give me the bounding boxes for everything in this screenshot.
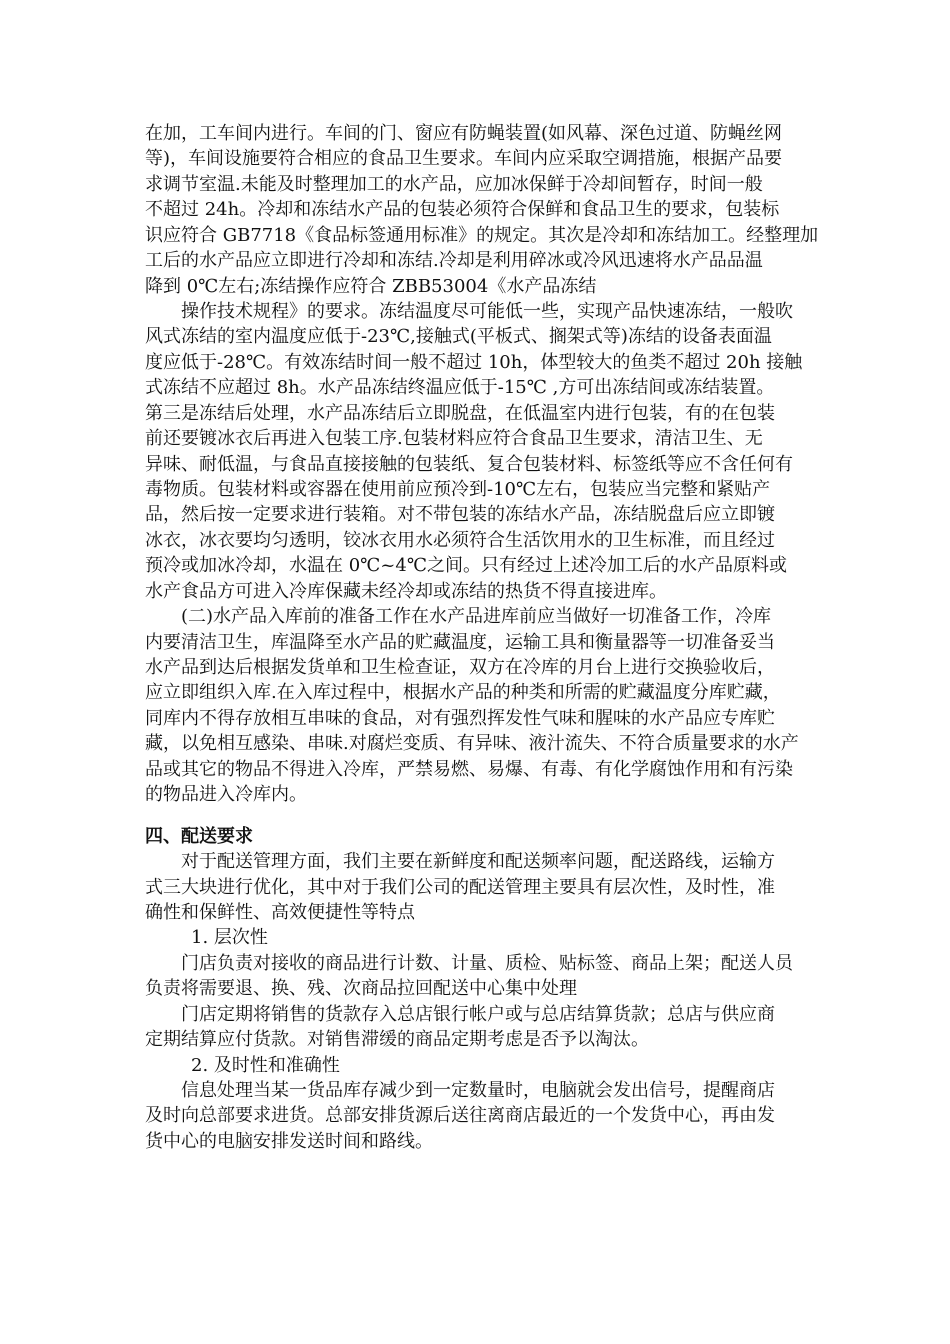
text-line: 的物品进入冷库内。 [145,784,307,805]
text-line: 在加，工车间内进行。车间的门、窗应有防蝇装置(如风幕、深色过道、防蝇丝网 [145,123,783,144]
text-line: 式冻结不应超过 8h。水产品冻结终温应低于-15℃ ,方可出冻结间或冻结装置。 [145,377,775,398]
text-line: 门店定期将销售的货款存入总店银行帐户或与总店结算货款；总店与供应商 [181,1004,775,1025]
text-line: 货中心的电脑安排发送时间和路线。 [145,1131,433,1152]
list-item-heading: 2. 及时性和准确性 [191,1055,340,1076]
text-line: 对于配送管理方面，我们主要在新鲜度和配送频率问题，配送路线，运输方 [181,851,775,872]
text-line: 求调节室温.未能及时整理加工的水产品，应加冰保鲜于冷却间暂存，时间一般 [145,174,763,195]
text-line: 工后的水产品应立即进行冷却和冻结.冷却是利用碎冰或冷风迅速将水产品品温 [145,250,763,271]
text-line: 同库内不得存放相互串味的食品，对有强烈挥发性气味和腥味的水产品应专库贮 [145,708,775,729]
text-line: 操作技术规程》的要求。冻结温度尽可能低一些，实现产品快速冻结，一般吹 [181,301,793,322]
text-line: 等)，车间设施要符合相应的食品卫生要求。车间内应采取空调措施，根据产品要 [145,148,783,169]
text-line: 式三大块进行优化，其中对于我们公司的配送管理主要具有层次性，及时性，准 [145,877,775,898]
text-line: 度应低于-28℃。有效冻结时间一般不超过 10h，体型较大的鱼类不超过 20h 接触 [145,352,803,373]
text-line: 藏，以免相互感染、串味.对腐烂变质、有异味、液汁流失、不符合质量要求的水产 [145,733,799,754]
text-line: 毒物质。包装材料或容器在使用前应预冷到-10℃左右，包装应当完整和紧贴产 [145,479,771,500]
text-line: 风式冻结的室内温度应低于-23℃,接触式(平板式、搁架式等)冻结的设备表面温 [145,326,772,347]
list-item-heading: 1. 层次性 [191,927,268,948]
text-line: 预冷或加冰冷却，水温在 0℃~4℃之间。只有经过上述冷加工后的水产品原料或 [145,555,787,576]
text-line: 品，然后按一定要求进行装箱。对不带包装的冻结水产品，冻结脱盘后应立即镀 [145,504,775,525]
text-line: 门店负责对接收的商品进行计数、计量、质检、贴标签、商品上架；配送人员 [181,953,793,974]
text-line: (二)水产品入库前的准备工作在水产品进库前应当做好一切准备工作，冷库 [181,606,772,627]
text-line: 应立即组织入库.在入库过程中，根据水产品的种类和所需的贮藏温度分库贮藏， [145,682,781,703]
text-line: 不超过 24h。冷却和冻结水产品的包装必须符合保鲜和食品卫生的要求，包装标 [145,199,780,220]
text-line: 异味、耐低温，与食品直接接触的包装纸、复合包装材料、标签纸等应不含任何有 [145,454,793,475]
text-line: 降到 0℃左右;冻结操作应符合 ZBB53004《水产品冻结 [145,276,597,297]
text-line: 水产品到达后根据发货单和卫生检查证，双方在冷库的月台上进行交换验收后， [145,657,775,678]
text-line: 确性和保鲜性、高效便捷性等特点 [145,902,415,923]
text-line: 及时向总部要求进货。总部安排货源后送往离商店最近的一个发货中心，再由发 [145,1105,775,1126]
text-line: 负责将需要退、换、残、次商品拉回配送中心集中处理 [145,978,577,999]
text-line: 定期结算应付货款。对销售滞缓的商品定期考虑是否予以淘汰。 [145,1029,649,1050]
text-line: 信息处理当某一货品库存减少到一定数量时，电脑就会发出信号，提醒商店 [181,1080,775,1101]
text-line: 内要清洁卫生，库温降至水产品的贮藏温度，运输工具和衡量器等一切准备妥当 [145,632,775,653]
text-line: 冰衣，冰衣要均匀透明，铰冰衣用水必须符合生活饮用水的卫生标准，而且经过 [145,530,775,551]
text-line: 水产食品方可进入冷库保藏未经冷却或冻结的热货不得直接进库。 [145,581,667,602]
text-line: 识应符合 GB7718《食品标签通用标准》的规定。其次是冷却和冻结加工。经整理加 [145,225,819,246]
text-line: 品或其它的物品不得进入冷库，严禁易燃、易爆、有毒、有化学腐蚀作用和有污染 [145,759,793,780]
text-line: 前还要镀冰衣后再进入包装工序.包装材料应符合食品卫生要求，清洁卫生、无 [145,428,763,449]
text-line: 第三是冻结后处理，水产品冻结后立即脱盘，在低温室内进行包装，有的在包装 [145,403,775,424]
section-heading: 四、配送要求 [145,826,253,847]
